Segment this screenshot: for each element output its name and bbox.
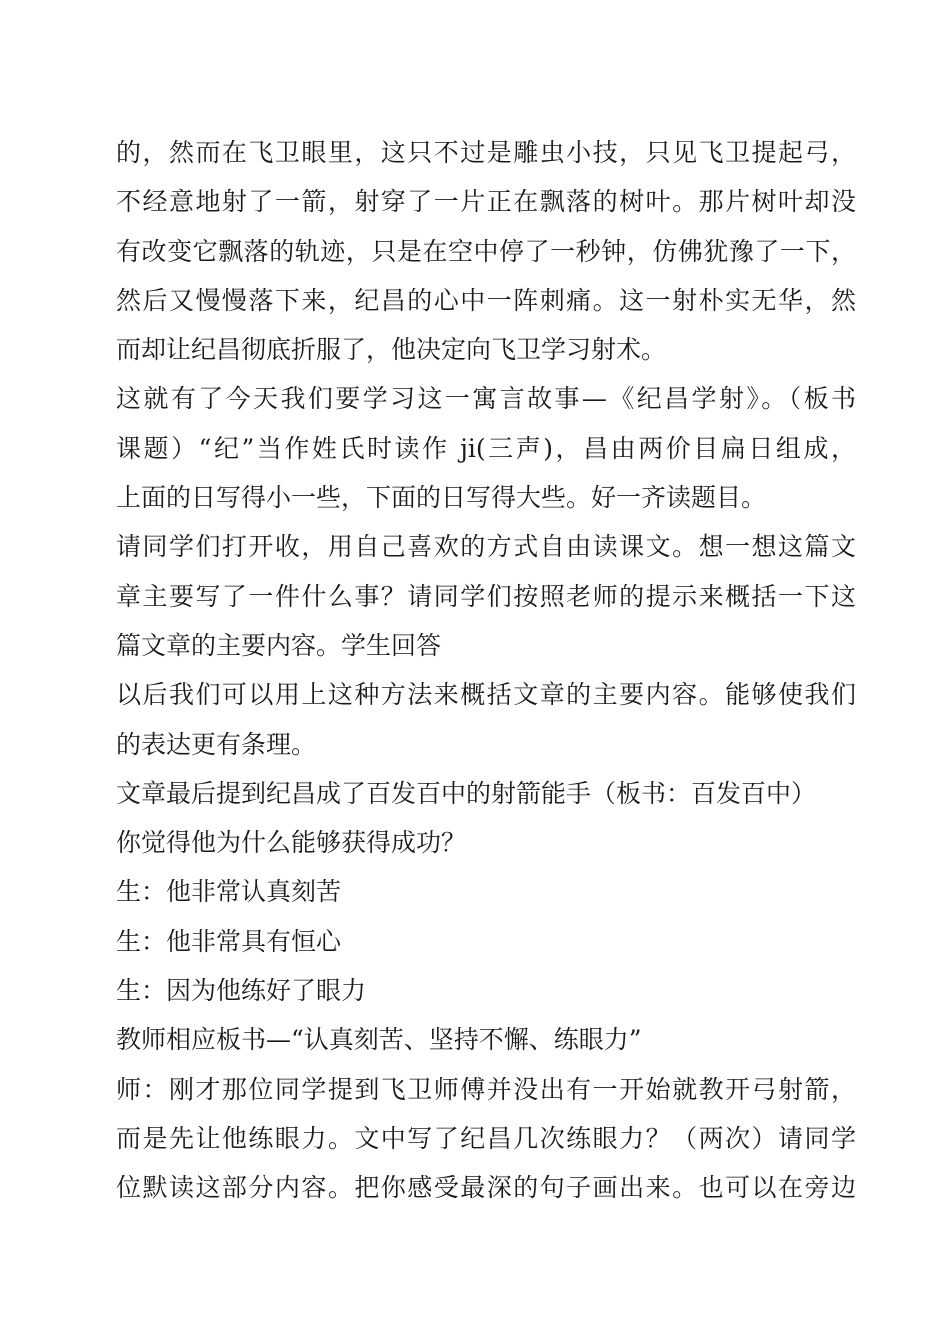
text-line: 位默读这部分内容。把你感受最深的句子画出来。也可以在旁边 bbox=[116, 1173, 856, 1203]
text-line: 生：他非常具有恒心 bbox=[116, 926, 342, 956]
text-line: 这就有了今天我们要学习这一寓言故事—《纪昌学射》。（板书 bbox=[116, 384, 856, 414]
text-line: 不经意地射了一箭，射穿了一片正在飘落的树叶。那片树叶却没 bbox=[116, 187, 856, 217]
text-line: 然后又慢慢落下来，纪昌的心中一阵刺痛。这一射朴实无华，然 bbox=[116, 285, 856, 315]
text-line: 教师相应板书—“认真刻苦、坚持不懈、练眼力” bbox=[116, 1025, 642, 1055]
text-line: 的表达更有条理。 bbox=[116, 729, 317, 759]
text-line: 文章最后提到纪昌成了百发百中的射箭能手（板书：百发百中） bbox=[116, 778, 817, 808]
text-line: 而却让纪昌彻底折服了，他决定向飞卫学习射术。 bbox=[116, 335, 667, 365]
document-body bbox=[116, 128, 856, 1213]
text-line: 章主要写了一件什么事？请同学们按照老师的提示来概括一下这 bbox=[116, 581, 856, 611]
text-line: 以后我们可以用上这种方法来概括文章的主要内容。能够使我们 bbox=[116, 680, 856, 710]
text-line: 的，然而在飞卫眼里，这只不过是雕虫小技，只见飞卫提起弓， bbox=[116, 138, 856, 167]
text-line: 而是先让他练眼力。文中写了纪昌几次练眼力？（两次）请同学 bbox=[116, 1123, 856, 1153]
text-line: 你觉得他为什么能够获得成功？ bbox=[116, 828, 467, 858]
text-line: 篇文章的主要内容。学生回答 bbox=[116, 630, 442, 660]
text-line: 有改变它飘落的轨迹，只是在空中停了一秒钟，仿佛犹豫了一下， bbox=[116, 236, 856, 266]
text-line: 生：因为他练好了眼力 bbox=[116, 976, 367, 1006]
text-line: 上面的日写得小一些，下面的日写得大些。好一齐读题目。 bbox=[116, 483, 767, 513]
text-line: 课题）“纪”当作姓氏时读作 ji(三声)，昌由两价目扁日组成， bbox=[116, 433, 856, 463]
text-line: 生：他非常认真刻苦 bbox=[116, 877, 342, 907]
text-line: 师：刚才那位同学提到飞卫师傅并没出有一开始就教开弓射箭， bbox=[116, 1074, 856, 1104]
text-line: 请同学们打开收，用自己喜欢的方式自由读课文。想一想这篇文 bbox=[116, 532, 856, 562]
